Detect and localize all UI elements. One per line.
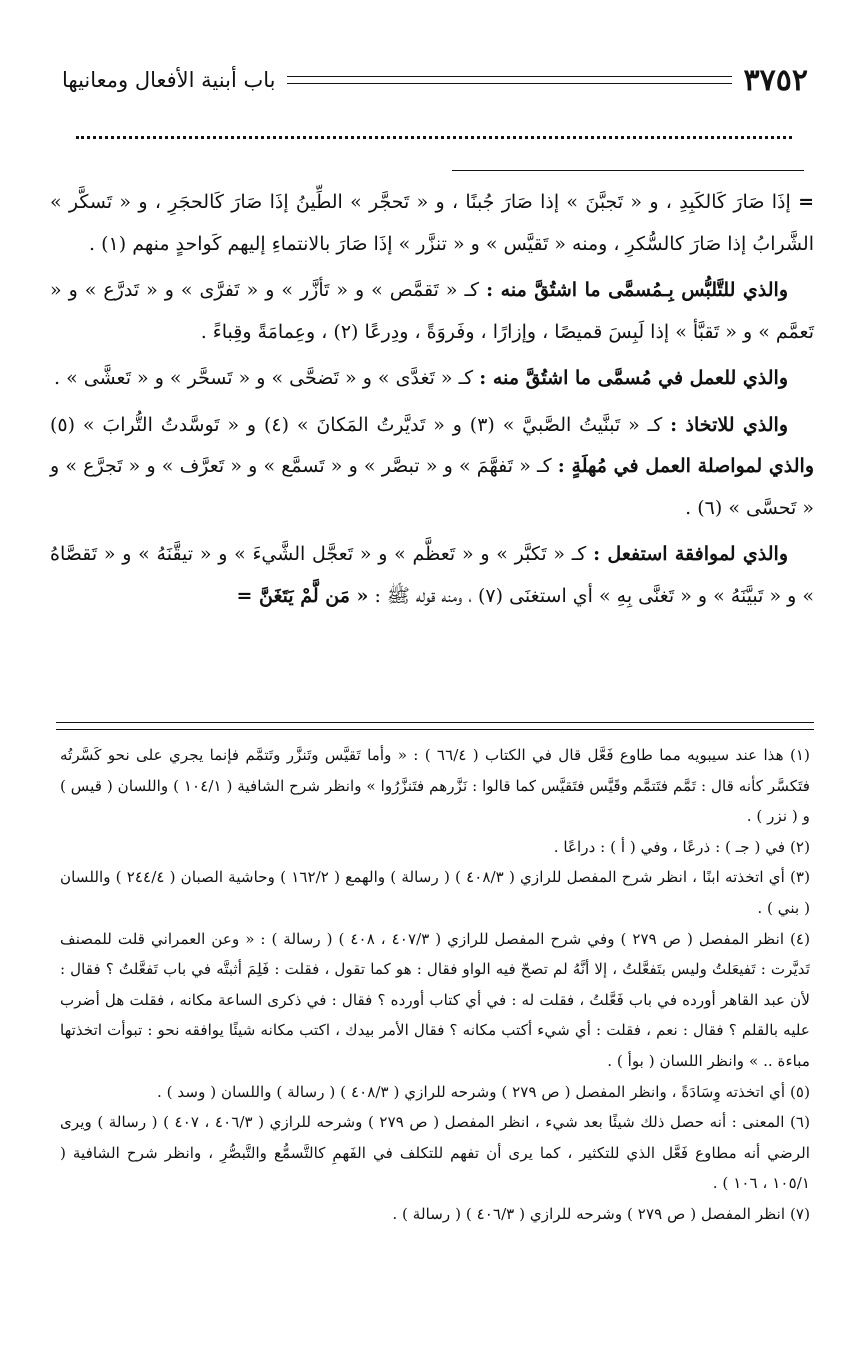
paragraph-text: كـ « تَقمَّص » و « تَأزَّر » و « تَفرَّى » و « تَدرَّع » و « تَعمَّم » و « تَقبَّأ » إذا لَبِسَ قميصًا ، وإزارًا ، وفَروَةً ، ودِرعًا (٢) ، وعِمامَةً وقِباءً . (50, 279, 814, 343)
paragraph-heading: والذي لموافقة استفعل : (593, 543, 789, 565)
paragraph-text: كـ « تَفهَّمَ » و « تبصَّر » و « تَسمَّع » و « تَعرَّف » و « تَجرَّع » و « تَحسَّى » (٦) . (50, 455, 814, 519)
paragraph-text: إذَا صَارَ كَالكَبِدِ ، و « تَجبَّنَ » إذا صَارَ جُبنًا ، و « تَحجَّر » الطِّينُ إذَا صَارَ كَالحجَرِ ، و « تَسكَّر » الشَّرابُ إذا صَارَ كالسُّكرِ ، ومنه « تَقيَّس » و « تنزَّر » إذَا صَارَ بالانتماءِ إليهم كَواحدٍ منهم (١) . (50, 191, 814, 255)
continuation-mark: = (236, 584, 259, 607)
paragraph-continued (50, 182, 814, 265)
paragraph-text: كـ « تَبنَّيتُ الصَّبيَّ » (٣) و « تَديَّرتُ المَكانَ » (٤) و « تَوسَّدتُ التُّرابَ » (٥) (50, 413, 671, 436)
continuation-mark: = (798, 191, 814, 213)
footnote: (٦) المعنى : أنه حصل ذلك شيئًا بعد شيء ، انظر المفصل ( ص ٢٧٩ ) وشرحه للرازي ( ٤٠٦/٣ ، ٤٠٧ ) ( رسالة ) ويرى الرضي أنه مطاوع فَعَّل الذي للتكثير ، كما يرى أن تفهم للتكلف في الفَهمِ كالتَّسمُّع والتَّبصُّرِ ، وانظر شرح الشافية ( ١٠٥/١ ، ١٠٦ ) . (60, 1113, 811, 1193)
footnote: (٥) أي اتخذته وِسَادَةً ، وانظر المفصل ( ص ٢٧٩ ) وشرحه للرازي ( ٤٠٨/٣ ) ( رسالة ) واللسان ( وسد ) . (157, 1082, 810, 1101)
page-number: ٣٧٥٢ (743, 62, 808, 98)
paragraph-text: كـ « تَغدَّى » و « تَضحَّى » و « تَسحَّر » و « تَعشَّى » . (54, 367, 480, 389)
footnotes (60, 740, 810, 1230)
paragraph-ittikhadh (50, 405, 814, 530)
paragraph-heading: والذي للعمل في مُسمَّى ما اشتُقَّ منه : (479, 367, 788, 389)
header-rule (287, 76, 731, 84)
paragraph-talabbus (50, 270, 814, 353)
footnote: (٧) انظر المفصل ( ص ٢٧٩ ) وشرحه للرازي ( ٤٠٦/٣ ) ( رسالة ) . (392, 1204, 810, 1223)
footnote: (٣) أي اتخذته ابنًا ، انظر شرح المفصل للرازي ( ٤٠٨/٣ ) ( رسالة ) والهمع ( ١٦٢/٢ ) وحاشية الصبان ( ٢٤٤/٤ ) واللسان ( بني ) . (60, 868, 810, 917)
paragraph-heading: والذي للتَّلبُّس بِـمُسمَّى ما اشتُقَّ منه : (486, 279, 788, 301)
footnote: (٢) في ( جـ ) : ذرعًا ، وفي ( أ ) : دراعًا . (553, 837, 810, 856)
section-rule (452, 170, 804, 171)
paragraph-text: كـ « تَكبَّر » و « تَعظَّم » و « تَعجَّل الشَّيءَ » و « تيقَّنَهُ » و « تَقصَّاهُ » و « تَبيَّنَهُ » و « تَغنَّى بِهِ » أي استغنَى (٧) ، ومنه قوله ﷺ : (50, 543, 814, 607)
hadith-quote: « مَن لَّمْ يَتَغَنَّ (258, 584, 369, 607)
main-text (50, 182, 814, 622)
dotted-separator (76, 136, 792, 139)
paragraph-heading: والذي للاتخاذ : (670, 413, 789, 436)
paragraph-istafal (50, 534, 814, 617)
footnote: (١) هذا عند سيبويه مما طاوع فَعَّل قال في الكتاب ( ٦٦/٤ ) : « وأما تَقيَّس وتَنزَّر وتَتمَّم فإنما يجري على نحو كَسَّرتُه فتَكسَّر كأنه قال : تَمَّم فتَتمَّم وقَيَّس فتَقيَّس كما قالوا : نَزَّرهم فتَنزَّرُوا » وانظر شرح الشافية ( ١٠٤/١ ) واللسان ( قيس ) و ( نزر ) . (60, 746, 810, 826)
chapter-title: باب أبنية الأفعال ومعانيها (62, 68, 276, 92)
paragraph-amal (50, 358, 814, 400)
paragraph-heading: والذي لمواصلة العمل في مُهلَةٍ : (557, 455, 814, 477)
footnote-separator (56, 722, 814, 730)
footnote: (٤) انظر المفصل ( ص ٢٧٩ ) وفي شرح المفصل للرازي ( ٤٠٧/٣ ، ٤٠٨ ) ( رسالة ) : « وعن العمراني قلت للمصنف تَديَّرت : تَفيعَلتُ وليس بتَفعَّلتُ ، إلا أنَّهُ لم تصحّ فيه الواو فقال : هو كما تقول ، فقلت : فَلِمَ أثبتَّه في باب تَفعَّلتُ ؟ فقال : لأن عبد القاهر أورده في باب فَعَّلتُ ، فقلت له : في أي كتاب أورده ؟ فقال : في ذكرى الساعة مكانه ، فقلت هل أضرب عليه بالقلم ؟ فقال : نعم ، فقلت : أي شيء أكتب مكانه ؟ فقال الأمر بيدك ، اكتب مكانه شيئًا يوافقه نحو : تبوأت اتخذتها مباءة .. » وانظر اللسان ( بوأ ) . (60, 929, 810, 1070)
page-header (62, 58, 808, 102)
